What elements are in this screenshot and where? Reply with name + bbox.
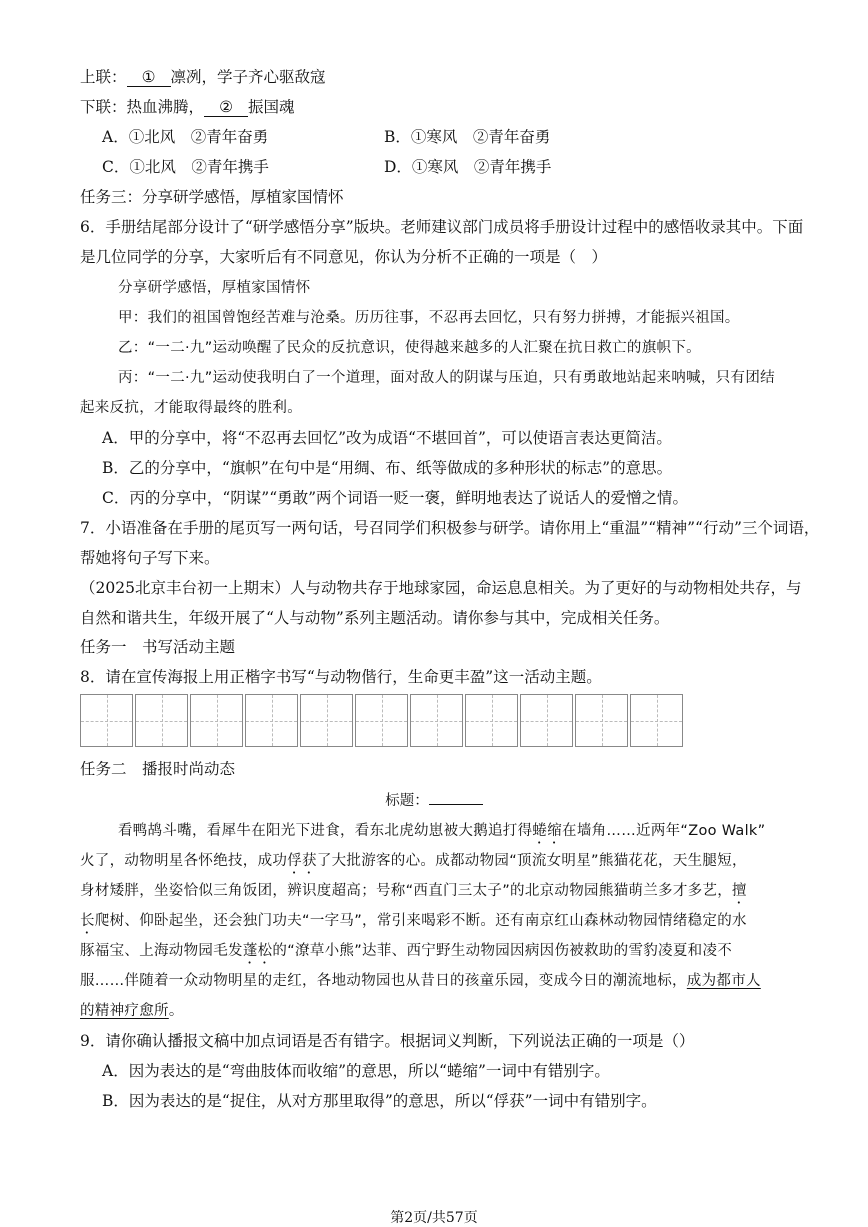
q5-option-b: B．①寒风 ②青年奋勇 [384, 128, 551, 146]
dotted-word-4: 蓬松 [242, 943, 273, 959]
broadcast-line6: 服……伴随着一众动物明星的走红，各地动物园也从昔日的孩童乐园，变成今日的潮流地标，成为都市人 [80, 973, 761, 989]
underlined-phrase-2: 的精神疗愈所 [80, 1003, 169, 1019]
grid-cell[interactable] [135, 694, 188, 747]
grid-cell[interactable] [465, 694, 518, 747]
share-yi: 乙：“一二·九”运动唤醒了民众的反抗意识，使得越来越多的人汇聚在抗日救亡的旗帜下。 [118, 340, 701, 356]
dotted-word-3a: 擅 [732, 883, 747, 899]
section-intro-line2: 自然和谐共生，年级开展了“人与动物”系列主题活动。请你参与其中，完成相关任务。 [80, 609, 670, 627]
writing-grid[interactable] [80, 694, 685, 747]
grid-cell[interactable] [355, 694, 408, 747]
q5-options-row1 [102, 127, 550, 147]
share-title: 分享研学感悟，厚植家国情怀 [118, 280, 311, 296]
share-bing-line2: 起来反抗，才能取得最终的胜利。 [80, 400, 302, 416]
q6-option-c: C．丙的分享中，“阴谋”“勇敢”两个词语一贬一褒，鲜明地表达了说话人的爱憎之情。 [102, 489, 689, 507]
q5-option-d: D．①寒风 ②青年携手 [384, 158, 552, 176]
grid-cell[interactable] [630, 694, 683, 747]
q6-stem-line2: 是几位同学的分享，大家听后有不同意见，你认为分析不正确的一项是（ ） [80, 248, 608, 266]
couplet-upper: 上联： ① 凛冽，学子齐心驱敌寇 [80, 68, 326, 86]
q9-stem: 9．请你确认播报文稿中加点词语是否有错字。根据词义判断，下列说法正确的一项是（） [80, 1032, 695, 1050]
grid-cell[interactable] [575, 694, 628, 747]
page-footer: 第2页/共57页 [390, 1210, 478, 1226]
dotted-word-3b: 长 [80, 913, 95, 929]
q5-options-row2 [102, 157, 551, 177]
q7-line1: 7．小语准备在手册的尾页写一两句话，号召同学们积极参与研学。请你用上“重温”“精神”“行动”三个词语， [80, 519, 820, 537]
q7-line2: 帮她将句子写下来。 [80, 549, 220, 567]
broadcast-line1: 看鸭鸪斗嘴，看犀牛在阳光下进食，看东北虎幼崽被大鹅追打得蜷缩在墙角……近两年“Zoo Walk” [118, 823, 766, 839]
task1-title: 任务一 书写活动主题 [80, 638, 236, 656]
broadcast-line7: 的精神疗愈所。 [80, 1003, 184, 1019]
title-blank[interactable] [429, 790, 483, 805]
dotted-word-1: 蜷缩 [532, 823, 563, 839]
share-jia: 甲：我们的祖国曾饱经苦难与沧桑。历历往事，不忍再去回忆，只有努力拼搏，才能振兴祖国。 [118, 310, 740, 326]
q9-option-a: A．因为表达的是“弯曲肢体而收缩”的意思，所以“蜷缩”一词中有错别字。 [102, 1062, 610, 1080]
broadcast-line4: 长爬树、仰卧起坐，还会独门功夫“一字马”，常引来喝彩不断。还有南京红山森林动物园情绪稳定的水 [80, 913, 747, 929]
q6-option-b: B．乙的分享中，“旗帜”在句中是“用绸、布、纸等做成的多种形状的标志”的意思。 [102, 459, 673, 477]
q9-option-b: B．因为表达的是“捉住，从对方那里取得”的意思，所以“俘获”一词中有错别字。 [102, 1092, 657, 1110]
task3-title: 任务三：分享研学感悟，厚植家国情怀 [80, 188, 344, 206]
section-intro-line1: （2025北京丰台初一上期末）人与动物共存于地球家园，命运息息相关。为了更好的与动物相处共存，与 [80, 579, 802, 597]
broadcast-line2: 火了，动物明星各怀绝技，成功俘获了大批游客的心。成都动物园“顶流女明星”熊猫花花，天生腿短， [80, 853, 747, 869]
grid-cell[interactable] [410, 694, 463, 747]
grid-cell[interactable] [245, 694, 298, 747]
dotted-word-2: 俘获 [287, 853, 317, 869]
q8-stem: 8．请在宣传海报上用正楷字书写“与动物偕行，生命更丰盈”这一活动主题。 [80, 668, 602, 686]
broadcast-title: 标题： [0, 789, 868, 810]
task2-title: 任务二 播报时尚动态 [80, 760, 236, 778]
broadcast-line3: 身材矮胖，坐姿恰似三角饭团，辨识度超高；号称“西直门三太子”的北京动物园熊猫萌兰多才多艺，擅 [80, 883, 747, 899]
broadcast-line5: 豚福宝、上海动物园毛发蓬松的“潦草小熊”达菲、西宁野生动物园因病因伤被救助的雪豹凌夏和凌不 [80, 943, 733, 959]
q6-stem-line1: 6．手册结尾部分设计了“研学感悟分享”版块。老师建议部门成员将手册设计过程中的感悟收录其中。下面 [80, 218, 804, 236]
grid-cell[interactable] [520, 694, 573, 747]
grid-cell[interactable] [300, 694, 353, 747]
share-bing-line1: 丙：“一二·九”运动使我明白了一个道理，面对敌人的阴谋与压迫，只有勇敢地站起来呐喊，只有团结 [118, 370, 775, 386]
couplet-lower: 下联：热血沸腾， ② 振国魂 [80, 98, 295, 116]
q5-option-c: C．①北风 ②青年携手 [102, 158, 269, 176]
grid-cell[interactable] [80, 694, 133, 747]
underlined-phrase-1: 成为都市人 [686, 973, 761, 989]
q5-option-a: A．①北风 ②青年奋勇 [102, 128, 269, 146]
answer-blank-1: ① [127, 68, 171, 87]
q6-option-a: A．甲的分享中，将“不忍再去回忆”改为成语“不堪回首”，可以使语言表达更简洁。 [102, 429, 672, 447]
answer-blank-2: ② [204, 98, 248, 117]
grid-cell[interactable] [190, 694, 243, 747]
